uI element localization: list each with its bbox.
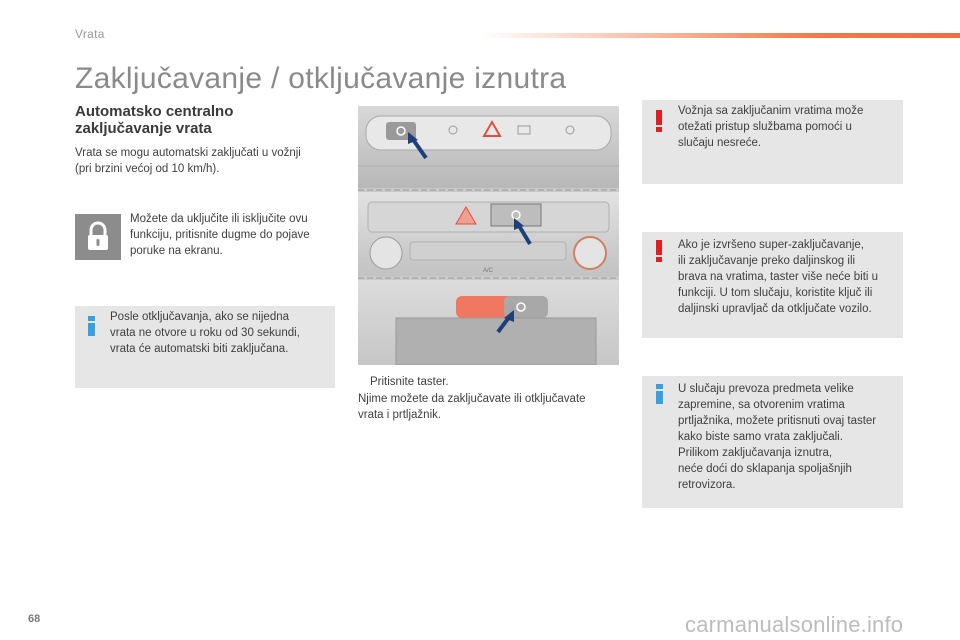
lock-button-illustration [75,214,121,260]
info-left-line-3: vrata će automatski biti zaključana. [110,343,289,355]
page-title: Zaključavanje / otključavanje iznutra [75,62,567,95]
watermark: carmanualsonline.info [685,612,904,637]
section-label: Vrata [75,27,105,41]
dashboard-photo [358,106,619,365]
center-text [358,374,623,423]
intro-line-1: Vrata se mogu automatski zaključati u vožnji [75,147,301,159]
warning2-line-1: Ako je izvršeno super-zaključavanje, [678,239,865,251]
info-right-line-7: retrovizora. [678,479,736,491]
info-icon [656,384,663,404]
info-icon [88,316,95,336]
exclamation-icon [656,110,662,132]
warning1-line-1: Vožnja sa zaključanim vratima može [678,105,864,117]
page-number: 68 [28,613,41,625]
toggle-line-3: poruke na ekranu. [130,245,223,257]
info-right-line-5: Prilikom zaključavanja iznutra, [678,447,833,459]
section-heading [75,103,315,137]
warning1-line-2: otežati pristup službama pomoći u [678,121,852,133]
toggle-line-2: funkciju, pritisnite dugme do pojave [130,229,310,241]
warning2-line-4: funkciji. U tom slučaju, koristite ključ ili [678,287,873,299]
info-right-text [678,381,900,493]
info-box-right [642,376,903,508]
padlock-icon [75,214,121,260]
center-line-2: vrata i prtljažnik. [358,409,442,421]
toggle-text [130,211,340,259]
warning1-line-3: slučaju nesreće. [678,137,762,149]
intro-line-2: (pri brzini većoj od 10 km/h). [75,163,220,175]
ac-label: A/C [482,268,494,274]
info-right-line-6: neće doći do sklapanja spoljašnjih [678,463,852,475]
warning-box-2 [642,232,903,338]
warning-box-1 [642,100,903,184]
warning2-line-2: ili zaključavanje preko daljinskog ili [678,255,856,267]
toggle-line-1: Možete da uključite ili isključite ovu [130,213,308,225]
intro-text [75,145,335,177]
heading-line-1: Automatsko centralno [75,103,234,120]
info-left-line-2: vrata ne otvore u roku od 30 sekundi, [110,327,300,339]
warning2-line-5: daljinski upravljač da otključate vozilo. [678,303,872,315]
info-box-left [75,306,335,388]
dashboard-illustration [358,106,619,365]
exclamation-icon [656,240,662,262]
heading-line-2: zaključavanje vrata [75,120,212,137]
warning1-text [678,103,898,151]
info-right-line-4: kako biste samo vrata zaključali. [678,431,843,443]
info-left-line-1: Posle otključavanja, ako se nijedna [110,311,290,323]
info-right-line-1: U slučaju prevoza predmeta velike [678,383,854,395]
step-text: Pritisnite taster. [370,376,449,388]
info-left-text [110,309,330,357]
center-line-1: Njime možete da zaključavate ili otključavate [358,393,586,405]
info-right-line-3: prtljažnika, možete pritisnuti ovaj taster [678,415,877,427]
header-accent-line [480,33,960,38]
warning2-text [678,237,900,317]
warning2-line-3: brava na vratima, taster više neće biti u [678,271,879,283]
info-right-line-2: zapremine, sa otvorenim vratima [678,399,845,411]
